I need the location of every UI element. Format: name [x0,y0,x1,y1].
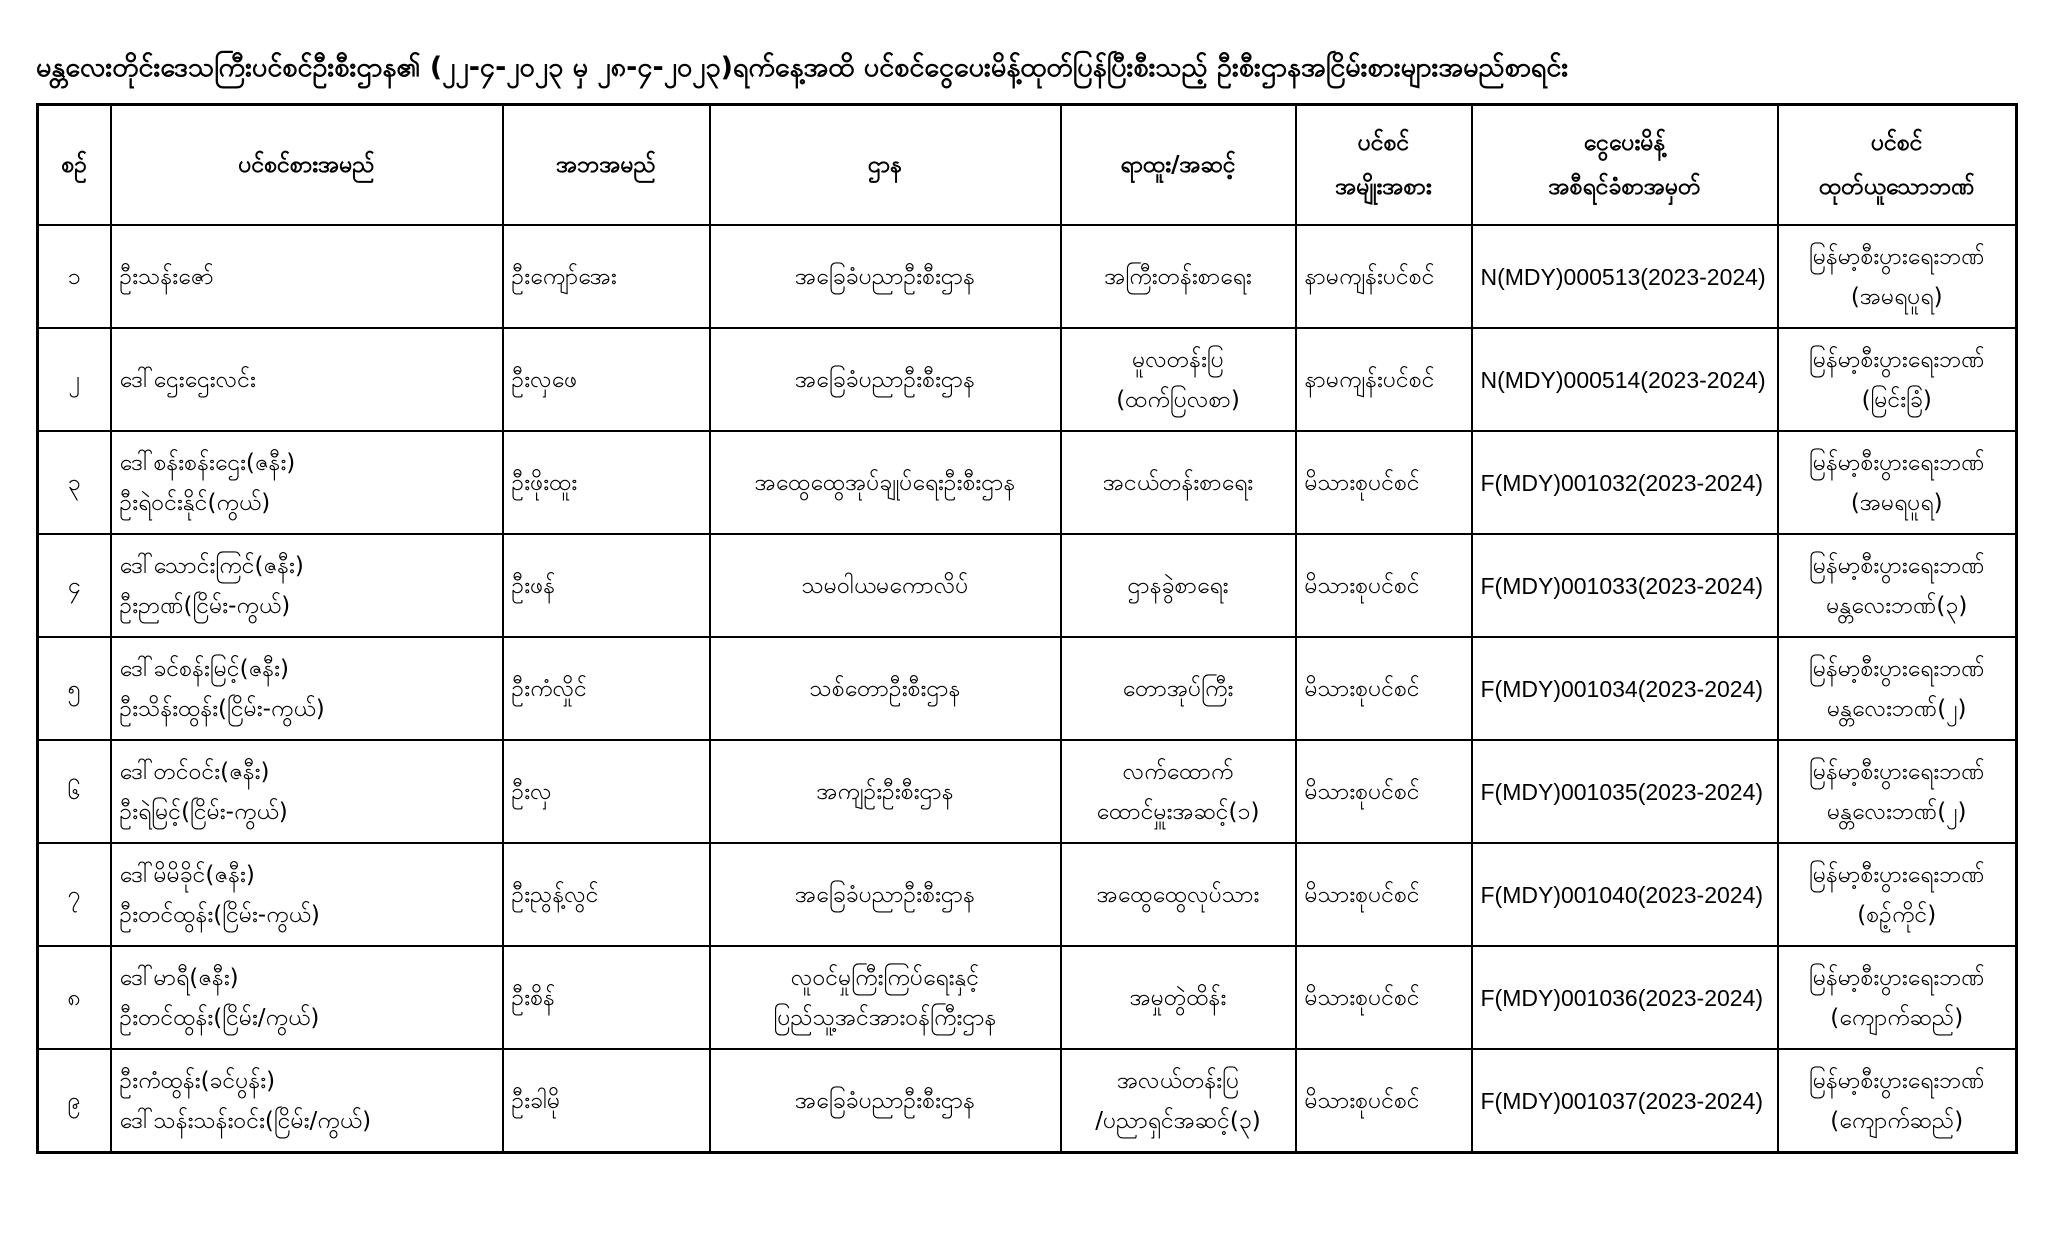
cell-no [38,431,111,534]
cell-report-number [1472,1049,1778,1153]
pensioner-name: ဒေါ်ခင်စန်းမြင့်(ဇနီး) [119,655,289,682]
bank-name: မြန်မာ့စီးပွားရေးဘဏ် [1808,346,1985,373]
bank-branch: မန္တလေးဘဏ်(၂) [1827,695,1967,722]
cell-pensioner-name [111,431,503,534]
pensioner-table [36,103,2018,1154]
father-name: ဦးခါမို [511,1087,561,1114]
department-name: အကျဉ်းဦးစီးဌာန [816,778,954,805]
pension-type: မိသားစုပင်စင် [1304,572,1420,599]
cell-bank [1778,740,2017,843]
cell-rank [1061,740,1296,843]
rank-name: အလယ်တန်းပြ [1116,1067,1240,1094]
table-row [38,431,2017,534]
cell-father-name [503,431,710,534]
cell-report-number [1472,431,1778,534]
rank-name: အမှုတွဲထိန်း [1129,984,1227,1011]
cell-pension-type [1296,740,1472,843]
rank-name: အထွေထွေလုပ်သား [1096,881,1260,908]
pensioner-name-secondary: ဒေါ်သန်းသန်းဝင်း(ငြိမ်း/ကွယ်) [119,1107,372,1134]
cell-rank [1061,946,1296,1049]
cell-pensioner-name [111,637,503,740]
cell-bank [1778,637,2017,740]
table-row [38,637,2017,740]
father-name: ဦးကျော်အေး [511,263,617,290]
report-number: N(MDY)000513(2023-2024) [1480,263,1766,290]
bank-name: မြန်မာ့စီးပွားရေးဘဏ် [1808,861,1985,888]
cell-rank [1061,637,1296,740]
pensioner-name: ဒေါ်ဌေးဌေးလင်း [119,366,256,393]
pension-type: နာမကျန်းပင်စင် [1304,263,1435,290]
cell-no [38,534,111,637]
header-row [38,105,2017,226]
header-pensioner-name: ပင်စင်စားအမည် [111,105,503,226]
bank-name: မြန်မာ့စီးပွားရေးဘဏ် [1808,552,1985,579]
header-bank: ပင်စင် ထုတ်ယူသောဘဏ် [1778,105,2017,226]
cell-bank [1778,946,2017,1049]
report-number: F(MDY)001037(2023-2024) [1480,1087,1764,1114]
cell-department [710,1049,1061,1153]
pension-type: မိသားစုပင်စင် [1304,778,1420,805]
cell-father-name [503,534,710,637]
cell-pensioner-name [111,1049,503,1153]
cell-rank [1061,431,1296,534]
report-number: F(MDY)001035(2023-2024) [1480,778,1764,805]
bank-branch: (အမရပူရ) [1850,489,1943,516]
cell-pension-type [1296,431,1472,534]
rank-name-cont: (ထက်ပြလစာ) [1116,386,1240,413]
table-row [38,946,2017,1049]
father-name: ဦးစိန် [511,984,555,1011]
cell-no [38,225,111,328]
cell-department [710,225,1061,328]
table-row [38,225,2017,328]
father-name: ဦးလှဖေ [511,366,578,393]
table-body [38,225,2017,1153]
row-number: ၆ [67,778,81,805]
cell-no [38,946,111,1049]
rank-name: အငယ်တန်းစာရေး [1102,469,1254,496]
pensioner-name-secondary: ဦးဉာဏ်(ငြိမ်း-ကွယ်) [119,592,291,619]
bank-branch: မန္တလေးဘဏ်(၃) [1826,592,1968,619]
row-number: ၁ [67,263,81,290]
pensioner-name-secondary: ဦးရဲဝင်းနိုင်(ကွယ်) [119,489,271,516]
row-number: ၂ [68,366,80,393]
cell-no [38,740,111,843]
cell-father-name [503,946,710,1049]
cell-report-number [1472,637,1778,740]
pensioner-name: ဦးသန်းဇော် [119,263,214,290]
header-department: ဌာန [710,105,1061,226]
pension-type: မိသားစုပင်စင် [1304,881,1420,908]
cell-bank [1778,225,2017,328]
row-number: ၄ [67,572,81,599]
cell-bank [1778,1049,2017,1153]
bank-branch: (ကျောက်ဆည်) [1830,1107,1964,1134]
cell-no [38,843,111,946]
cell-pensioner-name [111,225,503,328]
bank-branch: (အမရပူရ) [1850,283,1943,310]
report-number: F(MDY)001036(2023-2024) [1480,984,1764,1011]
pensioner-name: ဒေါ်မာရီ(ဇနီး) [119,964,239,991]
document-title: မန္တလေးတိုင်းဒေသကြီးပင်စင်ဦးစီးဌာန၏ (၂၂-၄-၂၀၂၃ မှ ၂၈-၄-၂၀၂၃)ရက်နေ့အထိ ပင်စင်ငွေပေးမိန့်ထုတ်ပြန်ပြီးစီးသည့် ဦးစီးဌာနအငြိမ်းစားများအမည်စာရင်း [36,52,1569,83]
report-number: F(MDY)001033(2023-2024) [1480,572,1764,599]
cell-pension-type [1296,328,1472,431]
cell-pension-type [1296,946,1472,1049]
cell-father-name [503,637,710,740]
bank-name: မြန်မာ့စီးပွားရေးဘဏ် [1808,1067,1985,1094]
cell-report-number [1472,225,1778,328]
table-row [38,843,2017,946]
cell-report-number [1472,946,1778,1049]
department-name: အခြေခံပညာဦးစီးဌာန [794,263,976,290]
bank-branch: (စဉ့်ကိုင်) [1857,901,1937,928]
pension-type: နာမကျန်းပင်စင် [1304,366,1435,393]
cell-report-number [1472,843,1778,946]
cell-rank [1061,225,1296,328]
bank-name: မြန်မာ့စီးပွားရေးဘဏ် [1808,449,1985,476]
cell-rank [1061,843,1296,946]
row-number: ၈ [67,984,81,1011]
cell-bank [1778,534,2017,637]
bank-branch: မန္တလေးဘဏ်(၂) [1827,798,1967,825]
pensioner-name: ဒေါ်စန်းစန်းဌေး(ဇနီး) [119,449,296,476]
cell-pension-type [1296,637,1472,740]
pensioner-name: ဒေါ်သောင်းကြင်(ဇနီး) [119,552,304,579]
table-row [38,328,2017,431]
rank-name: ဌာနခွဲစာရေး [1127,572,1229,599]
pensioner-name-secondary: ဦးသိန်းထွန်း(ငြိမ်း-ကွယ်) [119,695,325,722]
rank-name-cont: /ပညာရှင်အဆင့်(၃) [1095,1107,1261,1134]
row-number: ၉ [67,1087,81,1114]
row-number: ၅ [67,675,81,702]
father-name: ဦးလှ [511,778,552,805]
department-name: သမဝါယမကောလိပ် [801,572,969,599]
department-name: အခြေခံပညာဦးစီးဌာန [794,1087,976,1114]
father-name: ဦးဖိုးထူး [511,469,578,496]
pensioner-name-secondary: ဦးတင်ထွန်း(ငြိမ်း/ကွယ်) [119,1004,320,1031]
father-name: ဦးဖန် [511,572,556,599]
cell-pension-type [1296,1049,1472,1153]
cell-bank [1778,431,2017,534]
table-row [38,534,2017,637]
rank-name: မူလတန်းပြ [1132,346,1224,373]
department-name: သစ်တောဦးစီးဌာန [809,675,961,702]
cell-department [710,328,1061,431]
report-number: F(MDY)001040(2023-2024) [1480,881,1764,908]
table-row [38,740,2017,843]
pensioner-name: ဒေါ်တင်ဝင်း(ဇနီး) [119,758,270,785]
cell-rank [1061,534,1296,637]
cell-father-name [503,225,710,328]
pension-type: မိသားစုပင်စင် [1304,1087,1420,1114]
cell-report-number [1472,534,1778,637]
bank-branch: (ကျောက်ဆည်) [1830,1004,1964,1031]
cell-pensioner-name [111,534,503,637]
department-name: အခြေခံပညာဦးစီးဌာန [794,366,976,393]
header-report-number: ငွေပေးမိန့် အစီရင်ခံစာအမှတ် [1472,105,1778,226]
cell-pension-type [1296,843,1472,946]
cell-pensioner-name [111,328,503,431]
cell-rank [1061,328,1296,431]
bank-name: မြန်မာ့စီးပွားရေးဘဏ် [1808,964,1985,991]
cell-father-name [503,843,710,946]
cell-father-name [503,740,710,843]
rank-name: တောအုပ်ကြီး [1122,675,1234,702]
cell-department [710,534,1061,637]
cell-department [710,843,1061,946]
cell-bank [1778,843,2017,946]
cell-pensioner-name [111,740,503,843]
cell-pensioner-name [111,843,503,946]
cell-pension-type [1296,225,1472,328]
cell-no [38,1049,111,1153]
cell-report-number [1472,328,1778,431]
table-row [38,1049,2017,1153]
cell-department [710,740,1061,843]
report-number: N(MDY)000514(2023-2024) [1480,366,1766,393]
department-name-cont: ပြည်သူ့အင်အားဝန်ကြီးဌာန [773,1004,997,1031]
pension-type: မိသားစုပင်စင် [1304,984,1420,1011]
cell-pensioner-name [111,946,503,1049]
header-pension-type: ပင်စင် အမျိုးအစား [1296,105,1472,226]
bank-branch: (မြင်းခြံ) [1861,386,1932,413]
cell-no [38,328,111,431]
pension-type: မိသားစုပင်စင် [1304,469,1420,496]
rank-name: အကြီးတန်းစာရေး [1104,263,1252,290]
row-number: ၇ [67,881,81,908]
pensioner-name: ဦးကံထွန်း(ခင်ပွန်း) [119,1067,276,1094]
cell-no [38,637,111,740]
bank-name: မြန်မာ့စီးပွားရေးဘဏ် [1808,243,1985,270]
pensioner-name-secondary: ဦးတင်ထွန်း(ငြိမ်း-ကွယ်) [119,901,320,928]
cell-rank [1061,1049,1296,1153]
header-no: စဉ် [38,105,111,226]
father-name: ဦးညွန့်လွင် [511,881,599,908]
department-name: အခြေခံပညာဦးစီးဌာန [794,881,976,908]
cell-father-name [503,328,710,431]
pensioner-name-secondary: ဦးရဲမြင့်(ငြိမ်း-ကွယ်) [119,798,288,825]
cell-department [710,637,1061,740]
cell-pension-type [1296,534,1472,637]
father-name: ဦးကံလှိုင် [511,675,587,702]
report-number: F(MDY)001032(2023-2024) [1480,469,1764,496]
pension-type: မိသားစုပင်စင် [1304,675,1420,702]
pensioner-name: ဒေါ်မိမိခိုင်(ဇနီး) [119,861,255,888]
rank-name: လက်ထောက် [1122,758,1234,785]
cell-report-number [1472,740,1778,843]
row-number: ၃ [67,469,81,496]
rank-name-cont: ထောင်မှူးအဆင့်(၁) [1096,798,1260,825]
bank-name: မြန်မာ့စီးပွားရေးဘဏ် [1808,655,1985,682]
department-name: အထွေထွေအုပ်ချုပ်ရေးဦးစီးဌာန [754,469,1016,496]
cell-father-name [503,1049,710,1153]
bank-name: မြန်မာ့စီးပွားရေးဘဏ် [1808,758,1985,785]
cell-department [710,946,1061,1049]
department-name: လူဝင်မှုကြီးကြပ်ရေးနှင့် [790,964,980,991]
header-rank: ရာထူး/အဆင့် [1061,105,1296,226]
report-number: F(MDY)001034(2023-2024) [1480,675,1764,702]
header-father-name: အဘအမည် [503,105,710,226]
cell-department [710,431,1061,534]
cell-bank [1778,328,2017,431]
